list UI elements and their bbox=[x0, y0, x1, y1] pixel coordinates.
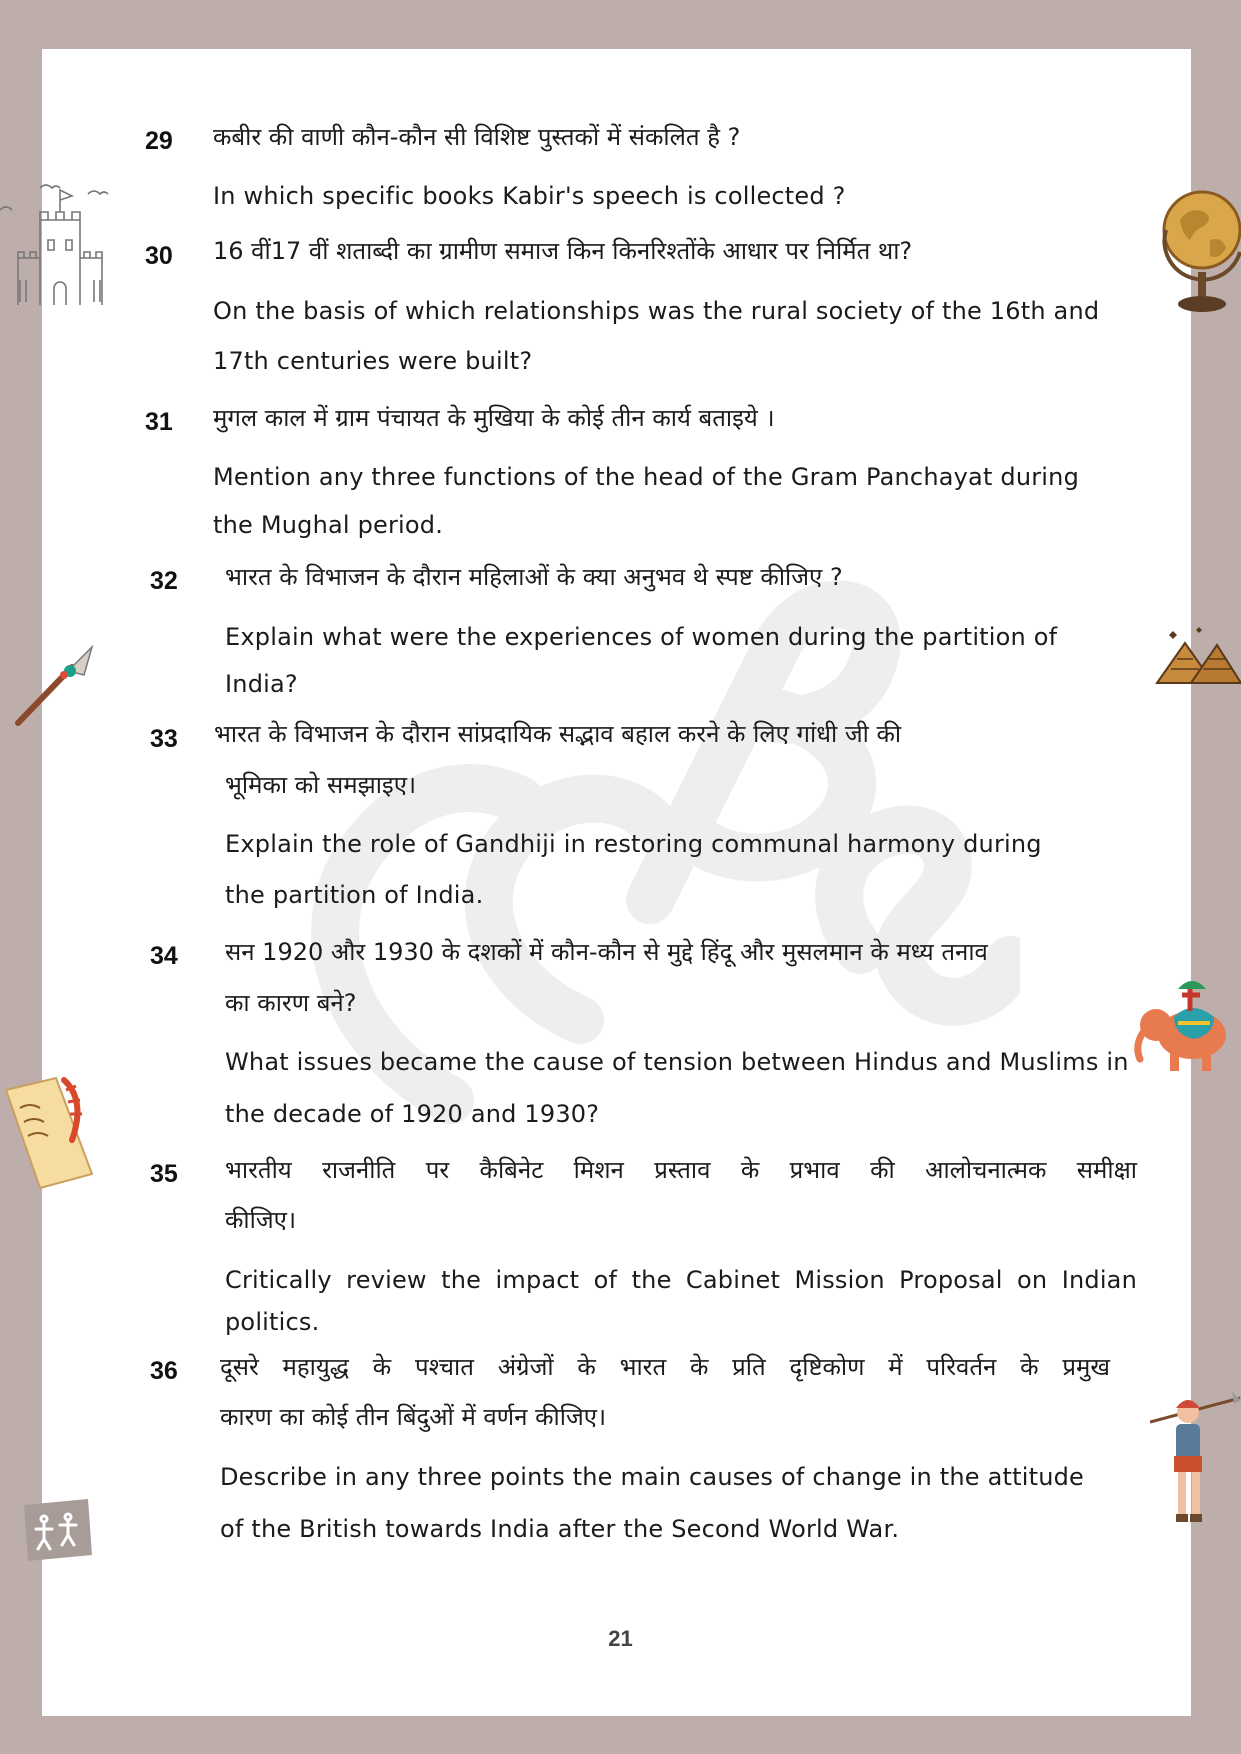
question-english-line: What issues became the cause of tension between Hindus and Muslims in bbox=[225, 1048, 1129, 1076]
question-english-line: India? bbox=[225, 670, 298, 698]
question-english-line: In which specific books Kabir's speech is collected ? bbox=[213, 182, 846, 210]
elephant-icon bbox=[1130, 975, 1241, 1075]
question-number: 36 bbox=[150, 1357, 178, 1385]
question-english-line: the decade of 1920 and 1930? bbox=[225, 1100, 600, 1128]
question-hindi: भारत के विभाजन के दौरान सांप्रदायिक सद्भाव बहाल करने के लिए गांधी जी की bbox=[214, 720, 902, 748]
question-hindi: कबीर की वाणी कौन-कौन सी विशिष्ट पुस्तकों में संकलित है ? bbox=[213, 123, 741, 151]
question-number: 34 bbox=[150, 942, 178, 970]
question-hindi: भूमिका को समझाइए। bbox=[225, 771, 417, 799]
question-hindi: भारतीय राजनीति पर कैबिनेट मिशन प्रस्ताव के प्रभाव की आलोचनात्मक समीक्षा bbox=[225, 1156, 1137, 1184]
warrior-icon bbox=[1150, 1390, 1241, 1535]
question-english-line: Explain the role of Gandhiji in restoring communal harmony during bbox=[225, 830, 1042, 858]
cave-painting-icon bbox=[18, 1495, 96, 1565]
question-hindi: भारत के विभाजन के दौरान महिलाओं के क्या अनुभव थे स्पष्ट कीजिए ? bbox=[225, 563, 843, 591]
question-english-line: of the British towards India after the Second World War. bbox=[220, 1515, 900, 1543]
question-number: 31 bbox=[145, 408, 173, 436]
question-hindi: कारण का कोई तीन बिंदुओं में वर्णन कीजिए। bbox=[220, 1403, 607, 1431]
spear-icon bbox=[10, 645, 95, 730]
question-hindi: मुगल काल में ग्राम पंचायत के मुखिया के कोई तीन कार्य बताइये । bbox=[213, 404, 775, 432]
question-english-line: the Mughal period. bbox=[213, 511, 444, 539]
question-english-line: Explain what were the experiences of women during the partition of bbox=[225, 623, 1058, 651]
question-hindi: सन 1920 और 1930 के दशकों में कौन-कौन से मुद्दे हिंदू और मुसलमान के मध्य तनाव bbox=[225, 938, 988, 966]
question-number: 30 bbox=[145, 242, 173, 270]
question-number: 32 bbox=[150, 567, 178, 595]
question-hindi: कीजिए। bbox=[225, 1206, 297, 1234]
question-number: 29 bbox=[145, 127, 173, 155]
castle-icon bbox=[0, 180, 120, 305]
question-english-line: politics. bbox=[225, 1308, 320, 1336]
question-hindi: दूसरे महायुद्ध के पश्चात अंग्रेजों के भारत के प्रति दृष्टिकोण में परिवर्तन के प्रमुख bbox=[220, 1353, 1110, 1381]
question-english-line: 17th centuries were built? bbox=[213, 347, 533, 375]
question-number: 35 bbox=[150, 1160, 178, 1188]
question-english-line: Describe in any three points the main causes of change in the attitude bbox=[220, 1463, 1085, 1491]
globe-icon bbox=[1160, 180, 1241, 315]
question-english-line: On the basis of which relationships was the rural society of the 16th and bbox=[213, 297, 1100, 325]
question-hindi: का कारण बने? bbox=[225, 989, 357, 1017]
question-english-line: Mention any three functions of the head of the Gram Panchayat during bbox=[213, 463, 1080, 491]
question-number: 33 bbox=[150, 725, 178, 753]
question-english-line: the partition of India. bbox=[225, 881, 484, 909]
scroll-icon bbox=[0, 1070, 98, 1195]
pyramids-icon bbox=[1155, 625, 1241, 685]
page-number: 21 bbox=[608, 1626, 633, 1651]
question-hindi: 16 वीं17 वीं शताब्दी का ग्रामीण समाज किन किनरिश्तोंके आधार पर निर्मित था? bbox=[213, 237, 913, 265]
question-english-line: Critically review the impact of the Cabinet Mission Proposal on Indian bbox=[225, 1266, 1137, 1294]
